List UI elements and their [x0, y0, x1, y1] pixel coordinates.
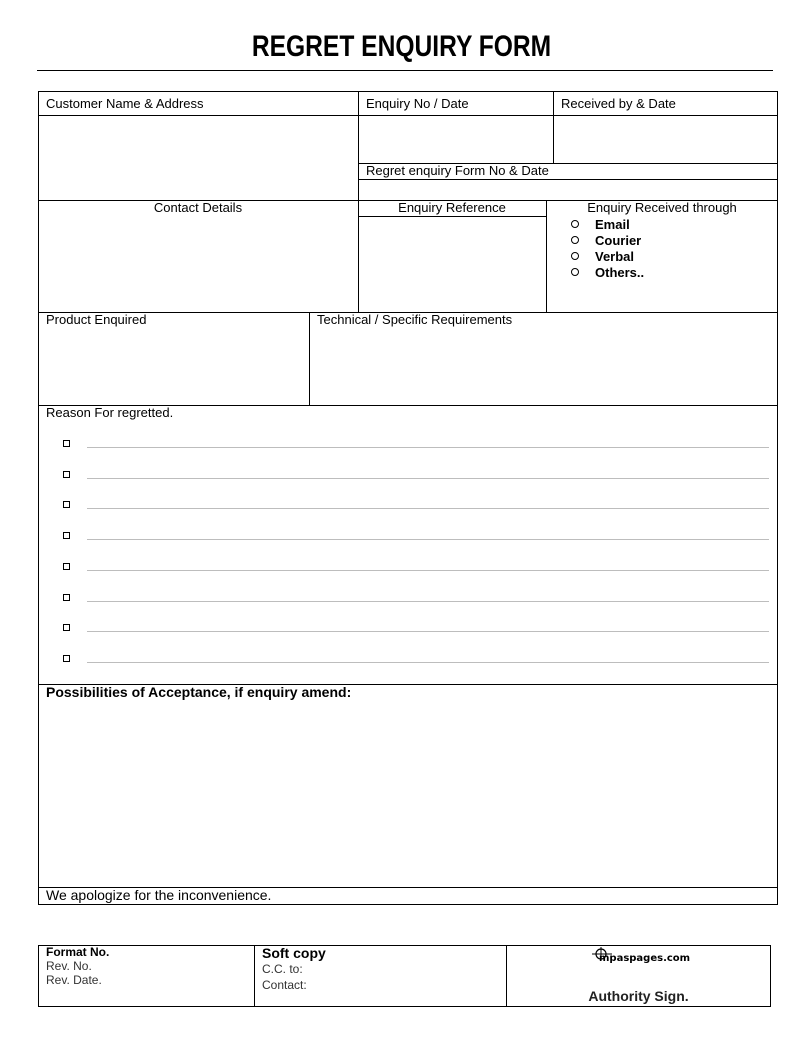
- channel-verbal[interactable]: [571, 248, 644, 264]
- enquiry-reference-rule: [358, 216, 546, 217]
- row1-divider-1: [358, 91, 359, 201]
- received-by-date-label: Received by & Date: [561, 96, 676, 111]
- checkbox-icon[interactable]: [63, 471, 70, 478]
- cc-to-label: C.C. to:: [262, 962, 303, 976]
- regret-form-no-date-label: Regret enquiry Form No & Date: [366, 163, 549, 178]
- channel-label: Email: [595, 216, 630, 232]
- possibilities-label: Possibilities of Acceptance, if enquiry amend:: [46, 684, 352, 700]
- reason-line[interactable]: [63, 592, 769, 606]
- writing-line: [87, 631, 769, 632]
- format-no-label: Format No.: [46, 945, 110, 959]
- writing-line: [87, 601, 769, 602]
- writing-line: [87, 478, 769, 479]
- checkbox-icon[interactable]: [63, 563, 70, 570]
- reason-line[interactable]: [63, 469, 769, 483]
- soft-copy-label: Soft copy: [262, 945, 326, 961]
- radio-circle-icon: [571, 252, 579, 260]
- enquiry-no-date-label: Enquiry No / Date: [366, 96, 469, 111]
- rev-date-label: Rev. Date.: [46, 973, 102, 987]
- channel-label: Verbal: [595, 248, 635, 264]
- writing-line: [87, 447, 769, 448]
- form-title: REGRET ENQUIRY FORM: [251, 30, 552, 63]
- writing-line: [87, 539, 769, 540]
- logo-text: mpaspages.com: [599, 953, 691, 964]
- rev-no-label: Rev. No.: [46, 959, 92, 973]
- contact-label: Contact:: [262, 978, 307, 992]
- channel-courier[interactable]: [571, 232, 644, 248]
- checkbox-icon[interactable]: [63, 655, 70, 662]
- row2-divider-2: [546, 200, 547, 312]
- reason-line[interactable]: [63, 438, 769, 452]
- writing-line: [87, 662, 769, 663]
- radio-circle-icon: [571, 236, 579, 244]
- contact-details-label: Contact Details: [153, 200, 243, 215]
- enquiry-received-through-label: Enquiry Received through: [587, 200, 737, 215]
- enquiry-reference-label: Enquiry Reference: [398, 200, 506, 215]
- footer-divider-1: [254, 945, 255, 1007]
- regret-form-label-rule: [358, 179, 778, 180]
- checkbox-icon[interactable]: [63, 532, 70, 539]
- checkbox-icon[interactable]: [63, 624, 70, 631]
- reason-line[interactable]: [63, 530, 769, 544]
- row1-header-rule: [38, 115, 778, 116]
- product-enquired-label: Product Enquired: [46, 312, 147, 327]
- customer-name-address-label: Customer Name & Address: [46, 96, 204, 111]
- enquiry-channel-list: [571, 216, 644, 280]
- radio-circle-icon: [571, 268, 579, 276]
- site-logo: [592, 946, 702, 966]
- technical-requirements-label: Technical / Specific Requirements: [317, 312, 513, 327]
- channel-others[interactable]: [571, 264, 644, 280]
- writing-line: [87, 508, 769, 509]
- checkbox-icon[interactable]: [63, 594, 70, 601]
- checkbox-icon[interactable]: [63, 440, 70, 447]
- reason-line[interactable]: [63, 499, 769, 513]
- row1-divider-2: [553, 91, 554, 164]
- radio-circle-icon: [571, 220, 579, 228]
- reason-line[interactable]: [63, 653, 769, 667]
- row3-divider: [309, 312, 310, 405]
- reason-line[interactable]: [63, 561, 769, 575]
- authority-sign-label: Authority Sign.: [588, 988, 689, 1004]
- apology-text: We apologize for the inconvenience.: [46, 887, 272, 903]
- channel-label: Others..: [595, 264, 645, 280]
- reason-label: Reason For regretted.: [46, 405, 174, 420]
- channel-label: Courier: [595, 232, 642, 248]
- checkbox-icon[interactable]: [63, 501, 70, 508]
- writing-line: [87, 570, 769, 571]
- title-rule: [37, 70, 773, 71]
- reason-line[interactable]: [63, 622, 769, 636]
- channel-email[interactable]: [571, 216, 644, 232]
